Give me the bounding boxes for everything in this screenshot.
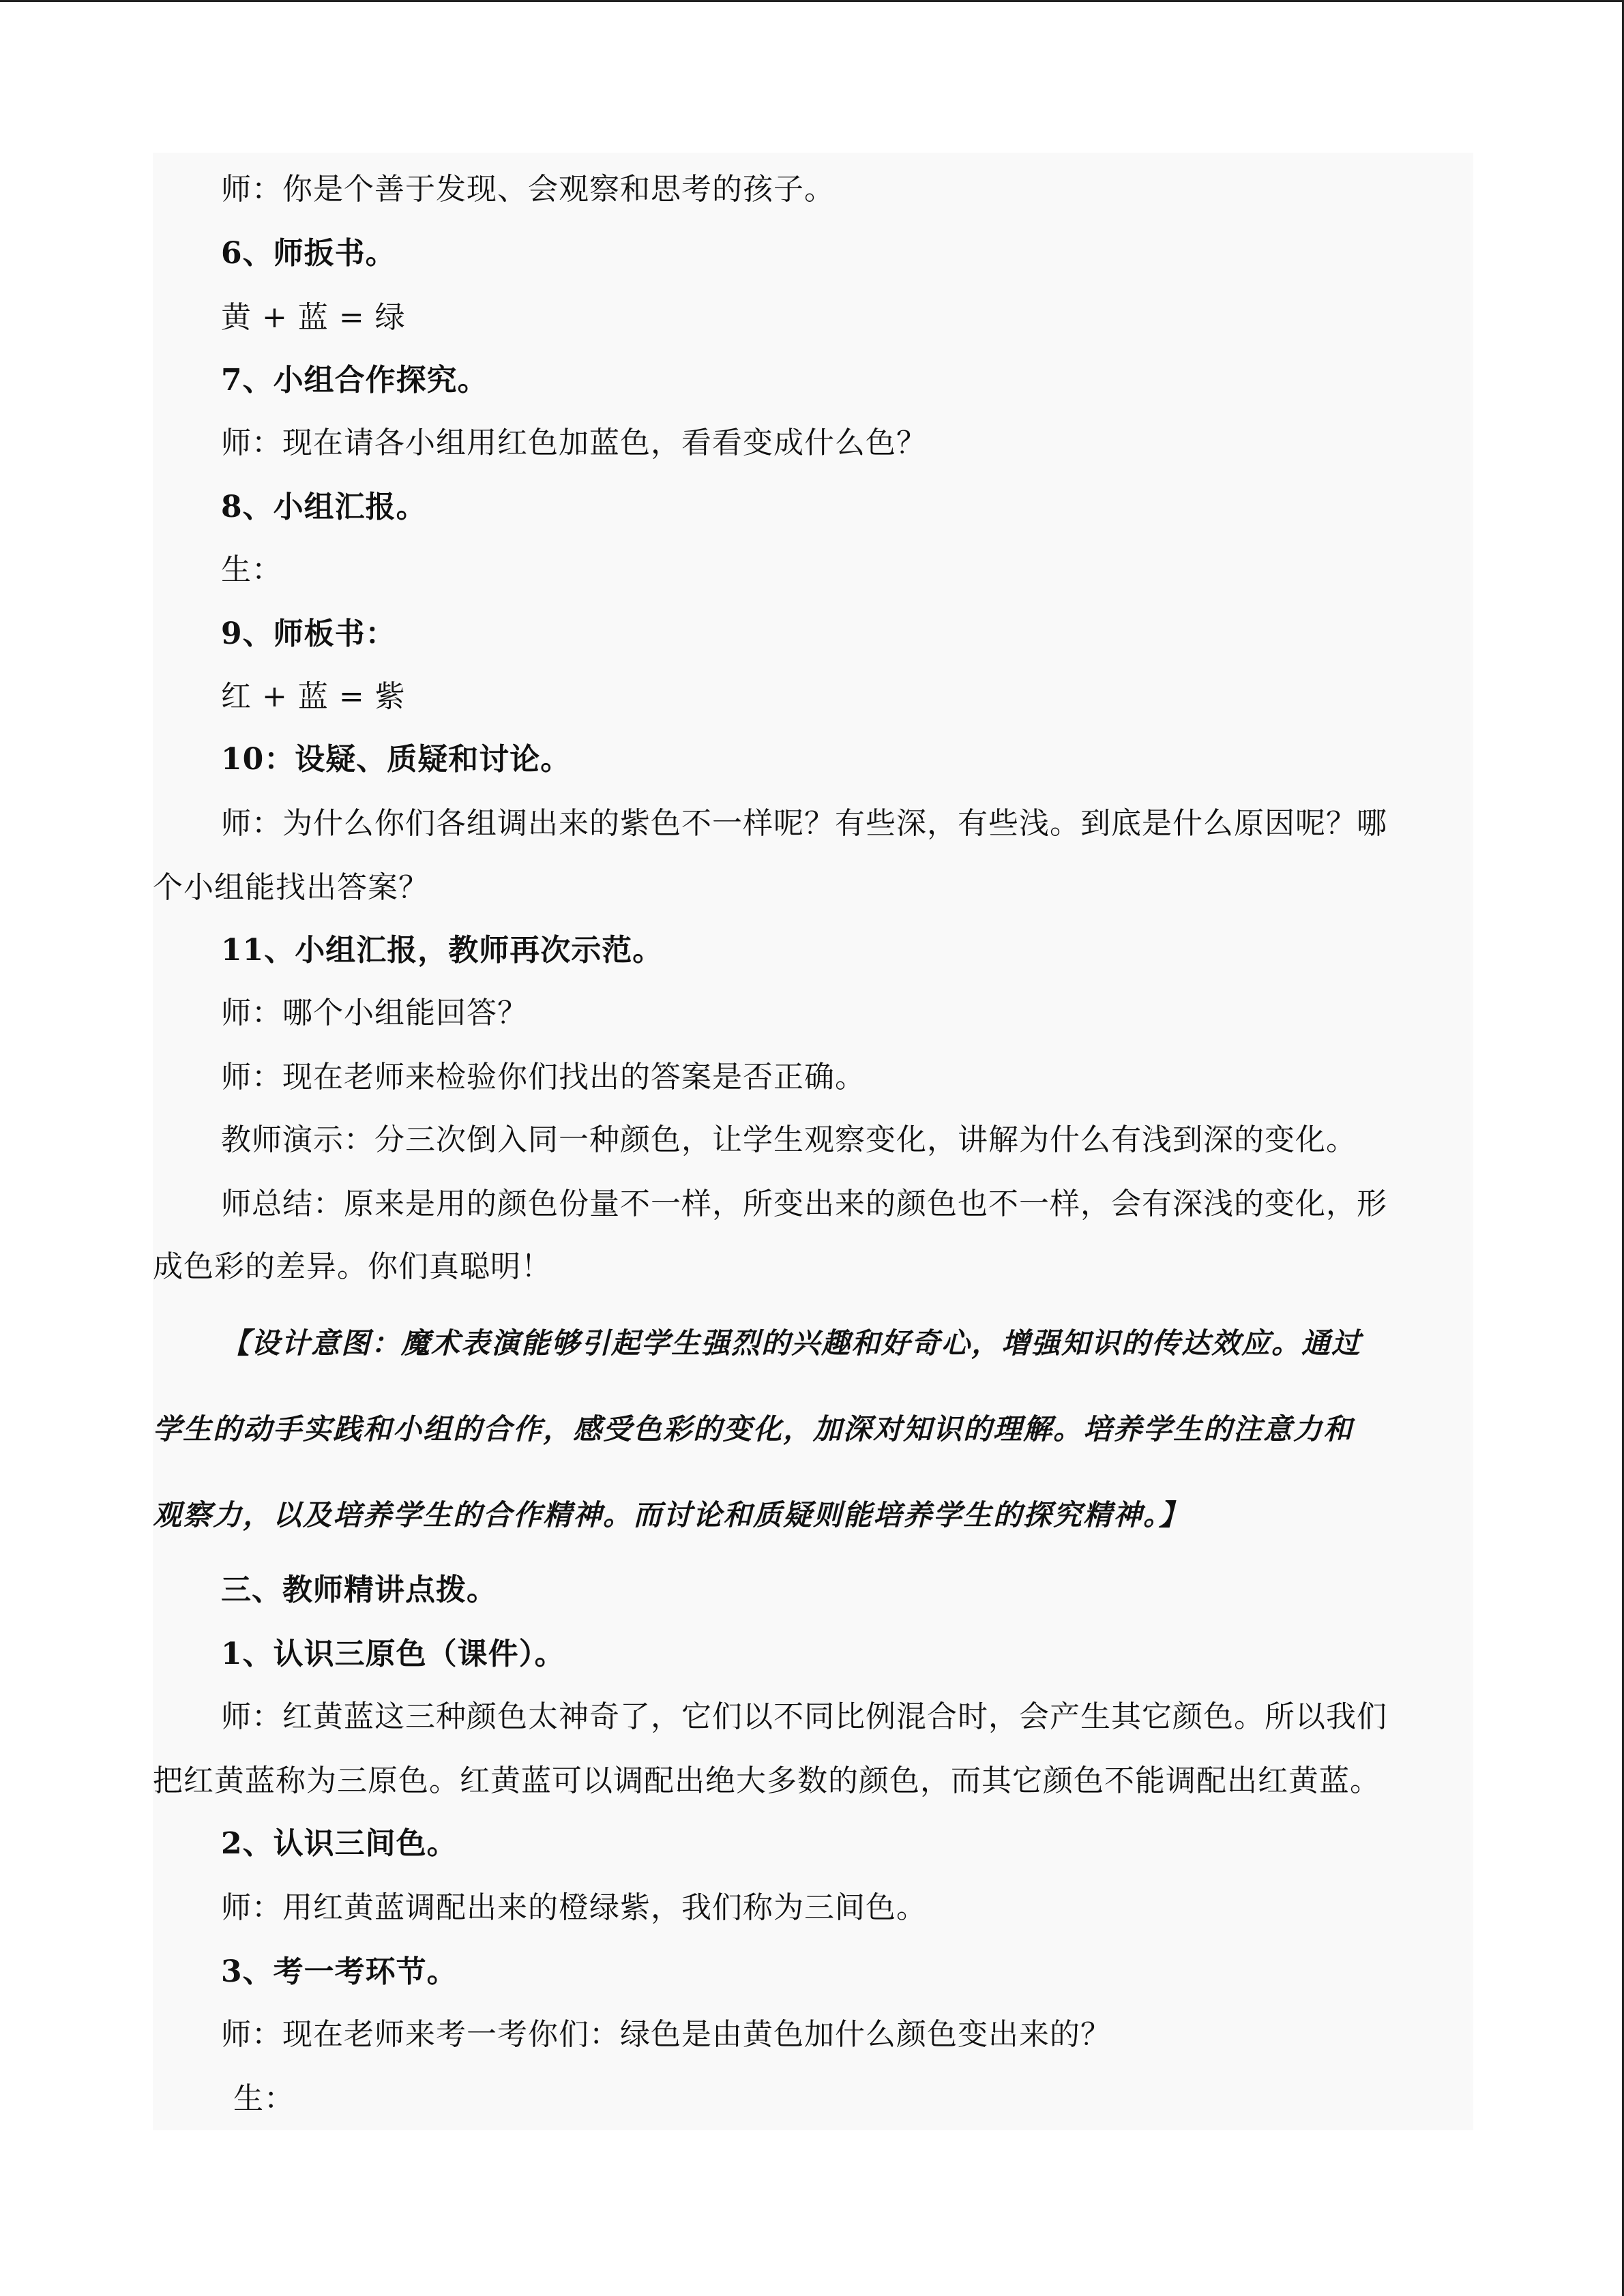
design-intent-line-3: 观察力，以及培养学生的合作精神。而讨论和质疑则能培养学生的探究精神。】	[153, 1498, 1190, 1532]
design-intent-line-1: 【设计意图：魔术表演能够引起学生强烈的兴趣和好奇心，增强知识的传达效应。通过	[221, 1326, 1362, 1360]
primary-colors-line-1: 师：红黄蓝这三种颜色太神奇了，它们以不同比例混合时，会产生其它颜色。所以我们	[221, 1699, 1387, 1734]
step-8-heading: 8、小组汇报。	[221, 490, 427, 524]
teacher-question-line-2: 个小组能找出答案？	[153, 870, 429, 905]
teacher-ask-line: 师：哪个小组能回答？	[221, 996, 528, 1030]
teacher-demo-line: 教师演示：分三次倒入同一种颜色，让学生观察变化，讲解为什么有浅到深的变化。	[221, 1122, 1357, 1157]
subsection-3-heading: 3、考一考环节。	[221, 1954, 458, 1989]
step-11-heading: 11、小组汇报，教师再次示范。	[221, 933, 664, 968]
teacher-summary-line-1: 师总结：原来是用的颜色份量不一样，所变出来的颜色也不一样，会有深浅的变化，形	[221, 1187, 1387, 1221]
teacher-question-line-1: 师：为什么你们各组调出来的紫色不一样呢？有些深，有些浅。到底是什么原因呢？哪	[221, 806, 1387, 841]
design-intent-line-2: 学生的动手实践和小组的合作，感受色彩的变化，加深对知识的理解。培养学生的注意力和	[153, 1412, 1354, 1446]
step-10-heading: 10：设疑、质疑和讨论。	[221, 742, 572, 777]
step-6-heading: 6、师扳书。	[221, 236, 396, 271]
formula-yellow-blue: 黄 + 蓝 = 绿	[221, 300, 406, 335]
quiz-question-line: 师：现在老师来考一考你们：绿色是由黄色加什么颜色变出来的？	[221, 2017, 1111, 2052]
formula-red-blue: 红 + 蓝 = 紫	[221, 679, 406, 714]
student-reply-line: 生：	[221, 552, 282, 587]
teacher-instruction-line: 师：现在请各小组用红色加蓝色，看看变成什么色？	[221, 426, 927, 460]
secondary-colors-line: 师：用红黄蓝调配出来的橙绿紫，我们称为三间色。	[221, 1890, 927, 1925]
teacher-summary-line-2: 成色彩的差异。你们真聪明！	[153, 1249, 552, 1284]
student-answer-line: 生：	[233, 2081, 295, 2116]
section-3-heading: 三、教师精讲点拨。	[221, 1572, 497, 1607]
document-body	[153, 153, 1473, 2130]
page-top-border	[0, 0, 1624, 2]
step-9-heading: 9、师板书：	[221, 616, 396, 651]
teacher-praise-line: 师：你是个善于发现、会观察和思考的孩子。	[221, 172, 835, 207]
subsection-1-heading: 1、认识三原色（课件）。	[221, 1637, 565, 1671]
subsection-2-heading: 2、认识三间色。	[221, 1826, 458, 1861]
primary-colors-line-2: 把红黄蓝称为三原色。红黄蓝可以调配出绝大多数的颜色，而其它颜色不能调配出红黄蓝。	[153, 1763, 1381, 1798]
teacher-check-line: 师：现在老师来检验你们找出的答案是否正确。	[221, 1060, 866, 1094]
step-7-heading: 7、小组合作探究。	[221, 363, 488, 398]
